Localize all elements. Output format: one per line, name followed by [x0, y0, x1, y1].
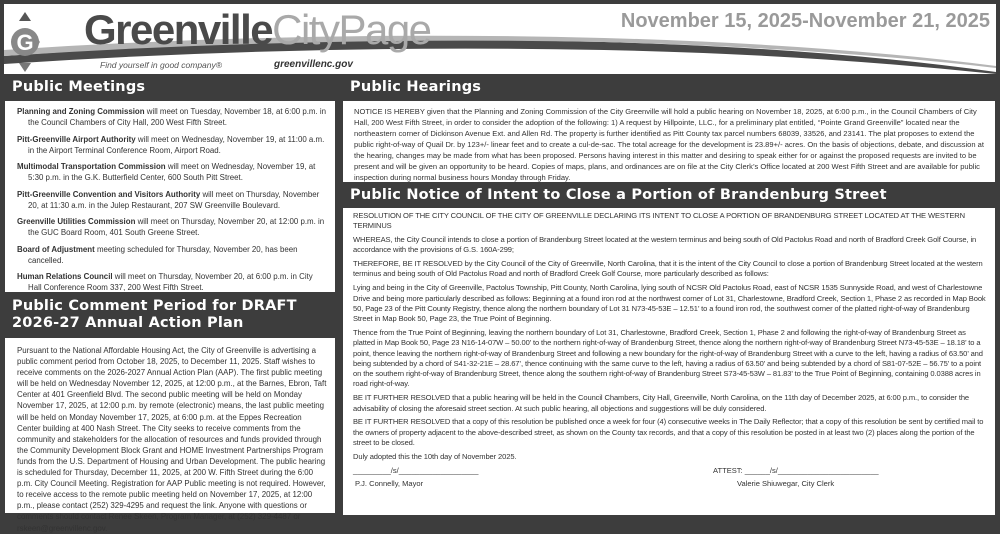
resolution-paragraph: Lying and being in the City of Greenville, Pactolus Township, Pitt County, North Carolina, lying south of NCSR Old Pactolus Road, east of NCSR 1535 Sunnyside Road, and west of Charlestowne Drive and being more particularly described as follows: Beginning at a found iron rod at the northwest corner of Lot 31, Charlestowne, Bradford Creek, Section 1, Phase 2 as recorded in Map Book 50, Page 23 of the Pitt County Registry, thence along the northern boundary of Lot 31 N73-45-53E – 12.51’ to a found iron rod, the southwest corner of the platted right-of-way of Brandenburg Street in Map Book 50, Page 23, the True Point of Beginning. [353, 283, 986, 324]
brand-light: CityPage [272, 6, 431, 53]
meeting-item [13, 106, 327, 128]
meeting-name: Human Relations Council [17, 272, 113, 281]
public-hearings-heading: Public Hearings [350, 79, 482, 95]
resolution-paragraph: Duly adopted this the 10th day of November 2025. [353, 451, 517, 461]
meeting-name: Board of Adjustment [17, 244, 95, 254]
public-hearings-body [343, 101, 995, 182]
meeting-name: Planning and Zoning Commission [17, 107, 145, 116]
comment-period-text: Pursuant to the National Affordable Housing Act, the City of Greenville is advertising a public comment period from October 18, 2025, to December 11, 2025. Staff wishes to receive comments on the 2026-2027 Annual Action Plan (AAP). The first public meeting will be held on Wednesday November 12, 2025, at 12:00 p.m., at the Barnes, Ebron, Taft Center at 401 Greenfield Blvd. The second public meeting will be held on Monday November 17, 2025, at 12:00 p.m. by remote (electronic) means, the last public meeting will be held on Monday November 17, 2025, at 6:00 p.m. at the Eppes Recreation Center building at 400 Nash Street. The City seeks to receive comments from the community and stakeholders for the allocation of resources and funds provided through the Community Development Block Grant and HOME Investment Partnerships Program funds from the U.S. Department of Housing and Urban Development. The public hearing is scheduled for Thursday, December 11, 2025, at 200 W. Fifth Street during the 6:00 p.m. City Council Meeting. Registration for AAP Public meeting is not required. However, to receive access to the remote public meeting held on November 17, 2025, at 12:00 p.m., please contact (252) 329-4295 and request the link. Anyone with questions or comments should contact Renee Skeen, Program Manager, at (252) 329-4487 or rskeen@greenvillenc.gov. [17, 346, 327, 533]
brandenburg-heading: Public Notice of Intent to Close a Portion of Brandenburg Street [350, 187, 887, 203]
meeting-item [13, 189, 327, 211]
meeting-item [13, 161, 327, 183]
tagline: Find yourself in good company® [100, 60, 223, 70]
public-meetings-heading: Public Meetings [12, 79, 146, 95]
meeting-details: will meet on Thursday, November 20, at 12:00 p.m. in the GUC Board Room, 401 South Greene Street. [28, 217, 325, 237]
svg-text:G: G [16, 30, 34, 55]
public-hearings-text: NOTICE IS HEREBY given that the Planning and Zoning Commission of the City Greenville will hold a public hearing on November 18, 2025, at 6:00 p.m., in the Council Chambers of City Hall, 200 West Fifth Street, in order to consider the adoption of the following: 1) A request by Hillpointe, LLC., for a preliminary plat entitled, “Pointe Grand Greenville” located near the northeastern corner of Dickinson Avenue Ext. and Allen Rd. The property is further identified as Pitt County tax parcel numbers 68039, 33526, and 23141. The plat proposes to extend the public right-of-way of Quail Dr. by 123+/- linear feet and to create a cul-de-sac. The total acreage for the development is 23.89+/- acres. On the basis of objections, debate, and discussion at the hearing, changes may be made from what has been proposed. Persons having interest in this matter and desiring to speak either for or against the proposed requests are invited to be present and will be given an opportunity to be heard. Copies of maps, plans, and ordinances are on file at the City Clerk’s Office located at 200 West Fifth Street and are available for public inspection during normal business hours Monday through Friday. [354, 107, 984, 182]
heading-line: 2026-27 Annual Action Plan [12, 315, 244, 331]
clerk-name: Valerie Shiuwegar, City Clerk [737, 478, 835, 488]
resolution-paragraph: RESOLUTION OF THE CITY COUNCIL OF THE CITY OF GREENVILLE DECLARING ITS INTENT TO CLOSE A PORTION OF BRANDENBURG STREET LOCATED AT THE WESTERN TERMINUS [353, 211, 965, 231]
meeting-item [13, 271, 327, 293]
heading-line: Public Comment Period for DRAFT [12, 298, 297, 314]
mayor-name: P.J. Connelly, Mayor [355, 478, 424, 488]
meeting-name: Multimodal Transportation Commission [17, 162, 166, 171]
brand-bold: Greenville [84, 6, 273, 53]
meeting-details: meeting scheduled for Thursday, November 20, has been cancelled. [28, 244, 298, 265]
resolution-paragraph: WHEREAS, the City Council intends to close a portion of Brandenburg Street located at the western terminus and being south of Old Pactolus Road and north of Bradford Creek Golf Course, in accordance with the provisions of G.S. 160A-299; [353, 235, 977, 255]
date-range: November 15, 2025-November 21, 2025 [620, 10, 990, 32]
meeting-name: Pitt-Greenville Airport Authority [17, 134, 136, 144]
meeting-details: will meet on Wednesday, November 19, at 11:00 a.m. in the Airport Terminal Conference Room, Airport Road. [28, 134, 325, 155]
meeting-name: Pitt-Greenville Convention and Visitors Authority [17, 189, 201, 199]
signature-names [353, 479, 989, 489]
public-meetings-list [5, 101, 335, 292]
meeting-details: will meet on Tuesday, November 18, at 6:00 p.m. in the Council Chambers of City Hall, 200 West Fifth Street. [28, 107, 327, 127]
resolution-paragraph: BE IT FURTHER RESOLVED that a public hearing will be held in the Council Chambers, City Hall, Greenville, North Carolina, on the 11th day of December 2025, at 6:00 p.m., to consider the advisability of closing the aforesaid street section. At such public hearing, all objections and suggestions will be duly considered. [353, 393, 970, 413]
comment-period-body [5, 338, 335, 533]
comment-period-heading [12, 298, 297, 332]
meeting-details: will meet on Thursday, November 20, at 6:00 p.m. in City Hall Conference Room 337, 200 West Fifth Street. [28, 272, 313, 292]
brandenburg-body [343, 208, 995, 515]
meeting-item [13, 244, 327, 266]
signature-lines [353, 466, 989, 476]
meeting-item [13, 134, 327, 156]
meeting-details: will meet on Wednesday, November 19, at 5:30 p.m. in the G.K. Butterfield Center, 600 South Pitt Street. [28, 162, 316, 182]
mayor-signature-line: _________/s/___________________ [353, 465, 479, 475]
meeting-details: will meet on Thursday, November 20, at 11:30 a.m. in the Julep Restaurant, 207 SW Greenville Boulevard. [28, 189, 320, 210]
resolution-paragraph: Thence from the True Point of Beginning, leaving the northern boundary of Lot 31, Charlestowne, Bradford Creek, Section 1, Phase 2 and following the right-of-way of Brandenburg Street as platted in Map Book 50, Page 23 N16-14-07W – 50.00’ to the northern right-of-way of Brandenburg Street, thence along the northern right-of-way of Brandenburg Street N73-45-53E – 18.18’ to a point, thence leaving the northern right-of-way of Brandenburg Street and following a new boundary for the right-of-way of Brandenburg Street with a curve to the left, having a radius of 63.50’ and being subtended by a chord of S41-32-21E – 28.67’, thence continuing with the same curve to the left, having a radius of 63.50’ and being subtended by a chord of S81-07-52E – 56.75’ to a point on the southern right-of-way of Brandenburg Street, thence along the southern right-of-way of Brandenburg Street S73-45-53W – 81.83’ to the True Point of Beginning, containing 0.0388 acres in road right-of-way. [353, 327, 983, 389]
resolution-paragraph: THEREFORE, BE IT RESOLVED by the City Council of the City of Greenville, North Carolina, that it is the intent of the City Council to close a portion of Brandenburg Street located at the western terminus and being south of Old Pactolus Road and north of Bradford Creek Golf Course, more particularly described as follows: [353, 259, 983, 279]
site-logo[interactable] [84, 6, 431, 54]
meeting-item [13, 216, 327, 238]
resolution-paragraph: BE IT FURTHER RESOLVED that a copy of this resolution be published once a week for four (4) consecutive weeks in The Daily Reflector; that a copy of this resolution be sent by certified mail to the owners of property adjacent to the above-described street, as shown on the County tax records, and that a copy of this resolution be posted in at least two (2) places along the portion of the street to be closed. [353, 417, 984, 447]
masthead [4, 4, 996, 74]
meeting-name: Greenville Utilities Commission [17, 217, 136, 226]
website-link[interactable]: greenvillenc.gov [274, 59, 353, 70]
clerk-signature-line: ATTEST: ______/s/________________________ [713, 465, 879, 475]
